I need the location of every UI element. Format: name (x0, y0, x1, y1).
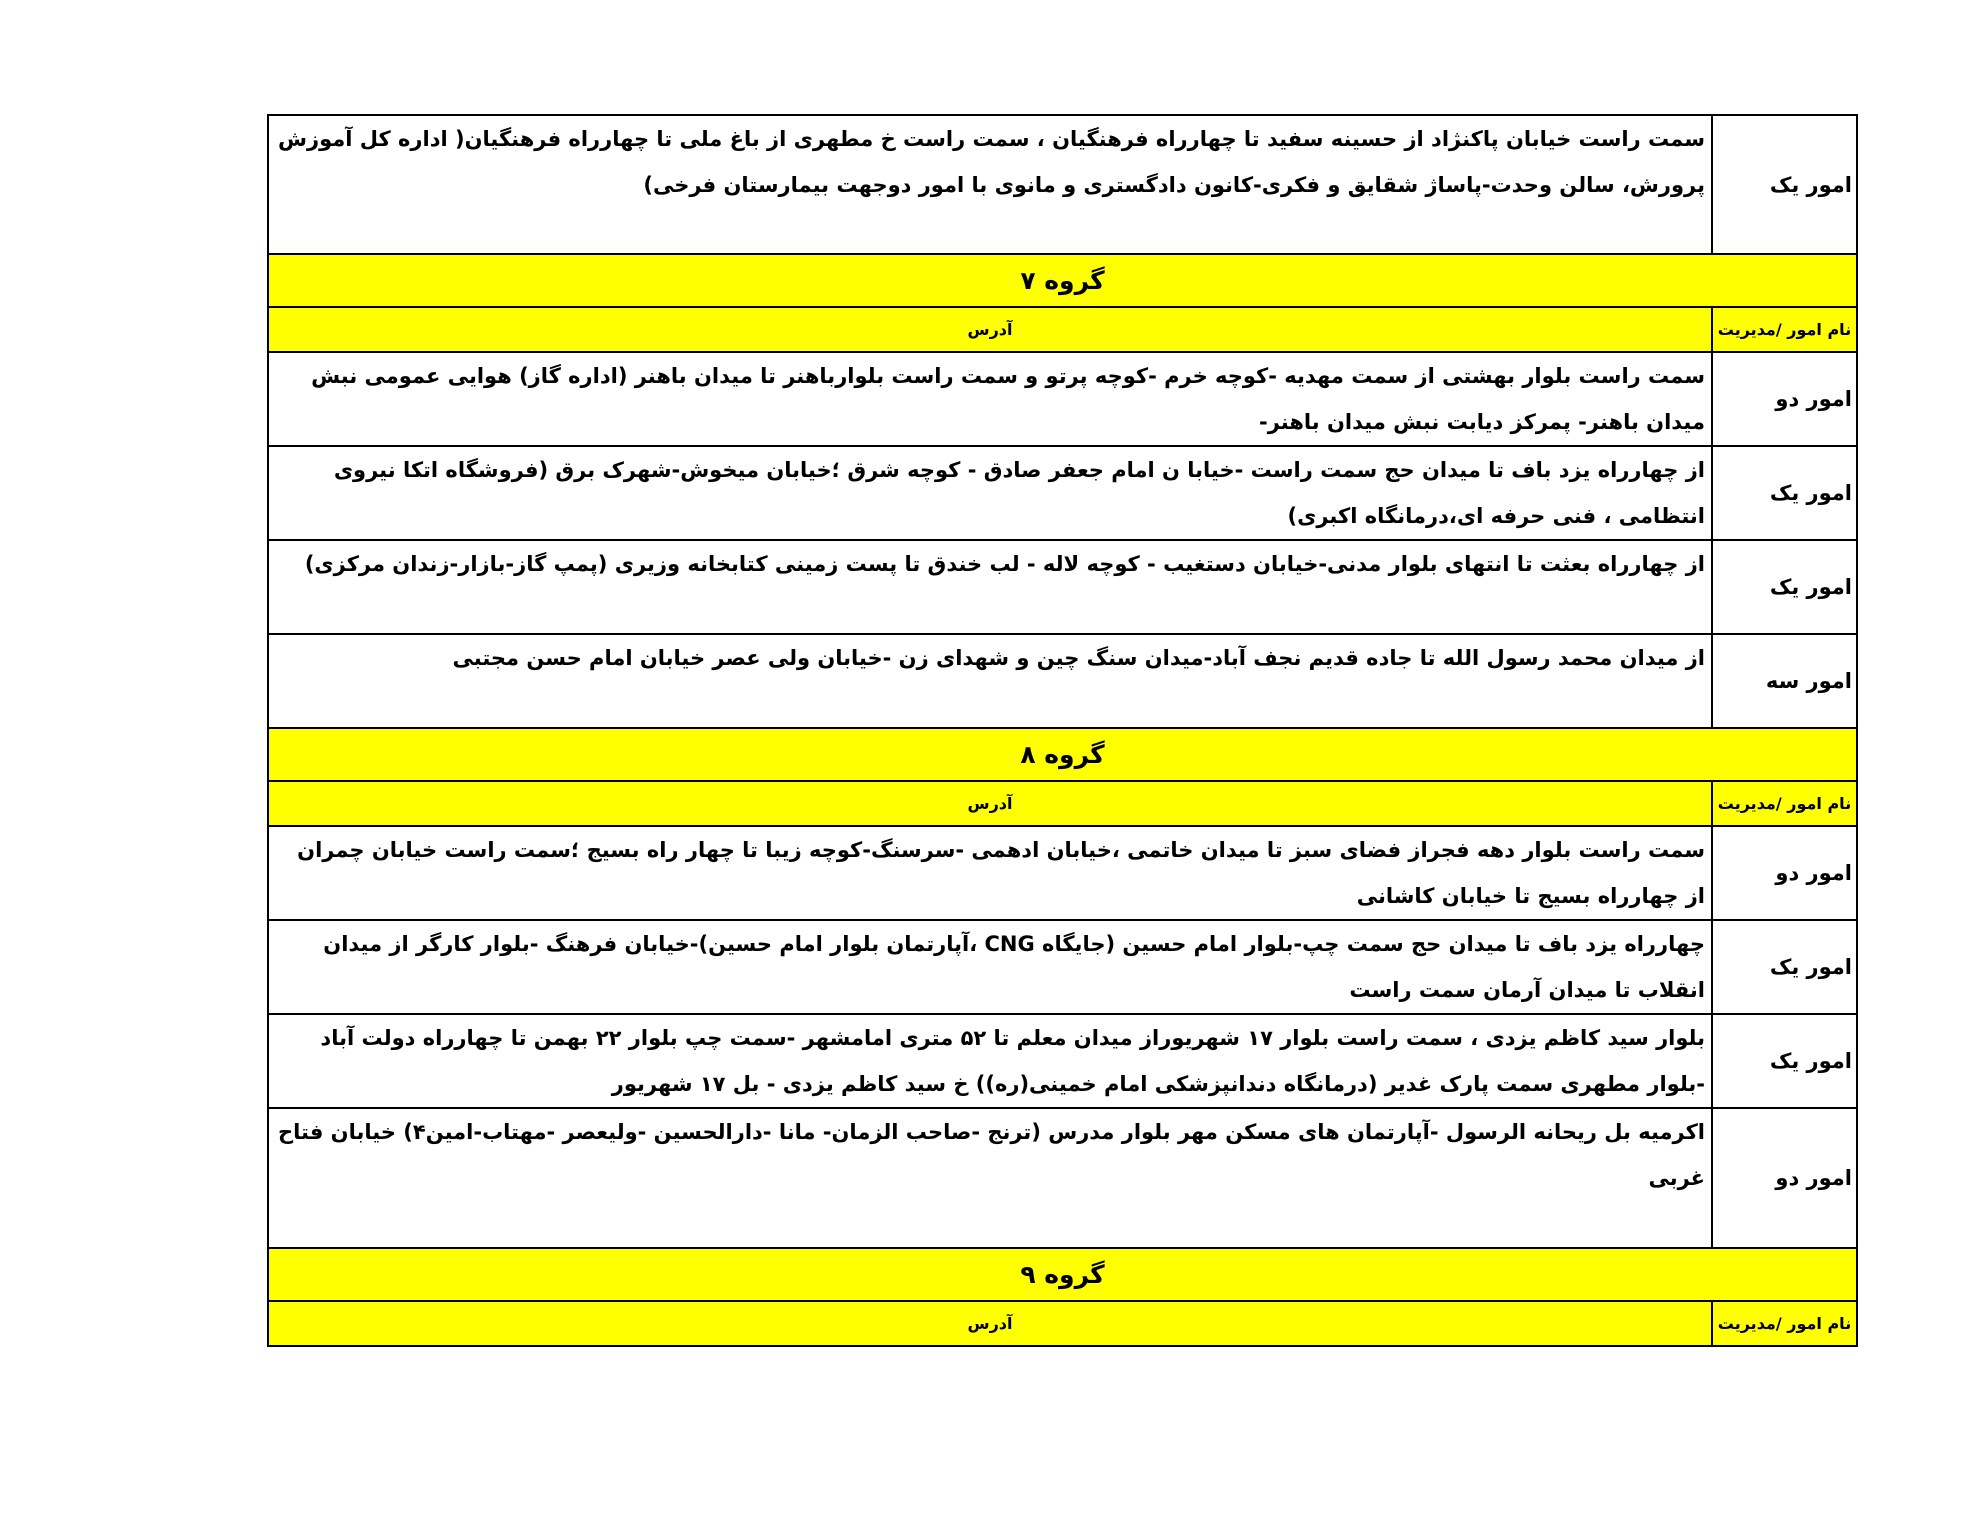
column-header-address: آدرس (268, 307, 1712, 352)
address-cell: سمت راست بلوار بهشتی از سمت مهدیه -کوچه خرم -کوچه پرتو و سمت راست بلوارباهنر تا میدان باهنر (اداره گاز) هوایی عمومی نبش میدان باهنر- پمرکز دیابت نبش میدان باهنر- (268, 352, 1712, 446)
column-header-name: نام امور /مدیریت (1712, 1301, 1857, 1346)
address-cell: چهارراه یزد باف تا میدان حج سمت چپ-بلوار امام حسین (جایگاه CNG ،آپارتمان بلوار امام حسین)-خیابان فرهنگ -بلوار کارگر از میدان انقلاب تا میدان آرمان سمت راست (268, 920, 1712, 1014)
address-cell: اکرمیه بل ریحانه الرسول -آپارتمان های مسکن مهر بلوار مدرس (ترنج -صاحب الزمان- مانا -دارالحسین -ولیعصر -مهتاب-امین۴) خیابان فتاح غربی (268, 1108, 1712, 1248)
table-row (268, 826, 1857, 920)
group-title: گروه ۹ (268, 1248, 1857, 1301)
address-cell: سمت راست بلوار دهه فجراز فضای سبز تا میدان خاتمی ،خیابان ادهمی -سرسنگ-کوچه زیبا تا چهار راه بسیج ؛سمت راست خیابان چمران از چهارراه بسیج تا خیابان کاشانی (268, 826, 1712, 920)
column-header-address: آدرس (268, 1301, 1712, 1346)
column-header-row (268, 1301, 1857, 1346)
district-name-cell: امور سه (1712, 634, 1857, 728)
table-row (268, 540, 1857, 634)
column-header-name: نام امور /مدیریت (1712, 781, 1857, 826)
district-name-cell: امور یک (1712, 115, 1857, 254)
column-header-row (268, 307, 1857, 352)
district-name-cell: امور یک (1712, 540, 1857, 634)
address-cell: از چهارراه بعثت تا انتهای بلوار مدنی-خیابان دستغیب - کوچه لاله - لب خندق تا پست زمینی کتابخانه وزیری (پمپ گاز-بازار-زندان مرکزی) (268, 540, 1712, 634)
column-header-row (268, 781, 1857, 826)
district-name-cell: امور یک (1712, 446, 1857, 540)
group-title: گروه ۸ (268, 728, 1857, 781)
district-name-cell: امور دو (1712, 352, 1857, 446)
district-name-cell: امور دو (1712, 826, 1857, 920)
group-title-row (268, 728, 1857, 781)
address-cell: از چهارراه یزد باف تا میدان حج سمت راست -خیابا ن امام جعفر صادق - کوچه شرق ؛خیابان میخوش-شهرک برق (فروشگاه اتکا نیروی انتظامی ، فنی حرفه ای،درمانگاه اکبری) (268, 446, 1712, 540)
address-cell: بلوار سید کاظم یزدی ، سمت راست بلوار ۱۷ شهریوراز میدان معلم تا ۵۲ متری امامشهر -سمت چپ بلوار ۲۲ بهمن تا چهارراه دولت آباد -بلوار مطهری سمت پارک غدیر (درمانگاه دندانپزشکی امام خمینی(ره)) خ سید کاظم یزدی - بل ۱۷ شهریور (268, 1014, 1712, 1108)
table-row (268, 1014, 1857, 1108)
table-row (268, 634, 1857, 728)
table-row (268, 920, 1857, 1014)
district-name-cell: امور دو (1712, 1108, 1857, 1248)
address-cell: از میدان محمد رسول الله تا جاده قدیم نجف آباد-میدان سنگ چین و شهدای زن -خیابان ولی عصر خیابان امام حسن مجتبی (268, 634, 1712, 728)
table-row (268, 115, 1857, 254)
outage-schedule-table (267, 114, 1858, 1347)
table-row (268, 352, 1857, 446)
column-header-name: نام امور /مدیریت (1712, 307, 1857, 352)
group-title-row (268, 254, 1857, 307)
table-row (268, 1108, 1857, 1248)
outage-schedule-sheet (267, 114, 1856, 1347)
group-title: گروه ۷ (268, 254, 1857, 307)
group-title-row (268, 1248, 1857, 1301)
address-cell: سمت راست خیابان پاکنژاد از حسینه سفید تا چهارراه فرهنگیان ، سمت راست خ مطهری از باغ ملی تا چهارراه فرهنگیان( اداره کل آموزش پرورش، سالن وحدت-پاساژ شقایق و فکری-کانون دادگستری و مانوی با امور دوجهت بیمارستان فرخی) (268, 115, 1712, 254)
district-name-cell: امور یک (1712, 920, 1857, 1014)
district-name-cell: امور یک (1712, 1014, 1857, 1108)
table-row (268, 446, 1857, 540)
column-header-address: آدرس (268, 781, 1712, 826)
